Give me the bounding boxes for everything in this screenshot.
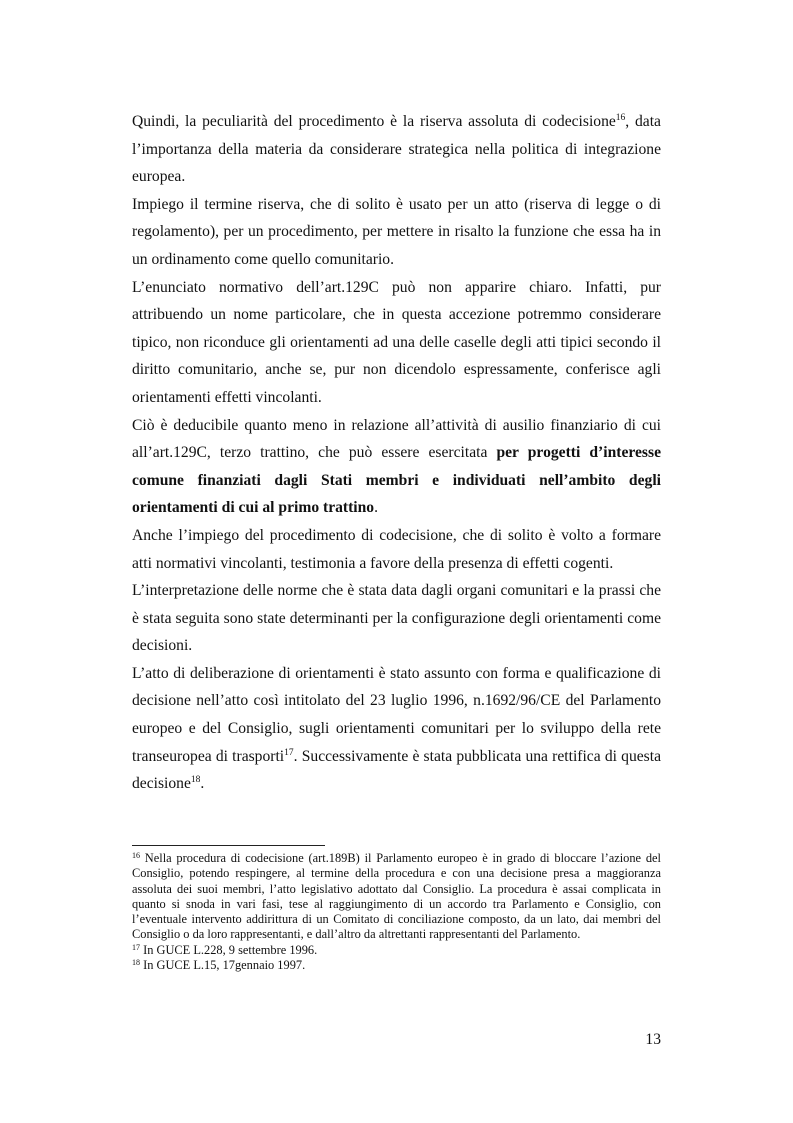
footnote-text: In GUCE L.228, 9 settembre 1996. — [140, 942, 318, 957]
text-run: . Successivamente è stata pubblicata una rettifica di questa decisione — [132, 747, 661, 793]
footnote — [132, 958, 661, 973]
paragraph — [132, 191, 661, 274]
paragraph — [132, 108, 661, 191]
page-number: 13 — [645, 1031, 661, 1048]
paragraph — [132, 522, 661, 577]
footnote — [132, 943, 661, 958]
footnote-separator — [132, 845, 325, 846]
paragraph — [132, 274, 661, 412]
footnote-text: Nella procedura di codecisione (art.189B) il Parlamento europeo è in grado di bloccare l’azione del Consiglio, potendo respingere, al termine della procedura e con una decisione presa a maggioranza assoluta dei suoi membri, l’atto legislativo adottato dal Consiglio. La procedura è assai complicata in quanto si snoda in vari fasi, tese al raggiungimento di un accordo tra Parlamento e Consiglio, con l’eventuale intervento addirittura di un Comitato di conciliazione composto, da un lato, dai membri del Consiglio o da loro rappresentanti, e dall’altro da altrettanti rappresentanti del Parlamento. — [132, 851, 661, 942]
text-run: , data l’importanza della materia da considerare strategica nella politica di integrazione europea. — [132, 113, 661, 186]
footnote — [132, 851, 661, 943]
text-run: Anche l’impiego del procedimento di codecisione, che di solito è volto a formare atti normativi vincolanti, testimonia a favore della presenza di effetti cogenti. — [132, 526, 661, 572]
bold-text: per progetti d’interesse comune finanziati dagli Stati membri e individuati nell’ambito degli orientamenti di cui al primo trattino — [132, 444, 661, 517]
text-run: L’interpretazione delle norme che è stata data dagli organi comunitari e la prassi che è stata seguita sono state determinanti per la configurazione degli orientamenti come decisioni. — [132, 582, 661, 655]
text-run: L’enunciato normativo dell’art.129C può non apparire chiaro. Infatti, pur attribuendo un nome particolare, che in questa accezione potremmo considerare tipico, non riconduce gli orientamenti ad una delle caselle degli atti tipici secondo il diritto comunitario, anche se, pur non dicendolo espressamente, conferisce agli orientamenti effetti vincolanti. — [132, 278, 661, 406]
text-run: L’atto di deliberazione di orientamenti è stato assunto con forma e qualificazione di decisione nell’atto così intitolato del 23 luglio 1996, n.1692/96/CE del Parlamento europeo e del Consiglio, sugli orientamenti comunitari per lo sviluppo della rete transeuropea di trasporti — [132, 664, 661, 765]
paragraph — [132, 660, 661, 798]
footnotes — [132, 851, 661, 973]
footnote-ref[interactable]: 17 — [284, 747, 294, 758]
body-text — [132, 108, 661, 798]
text-run: Ciò è deducibile quanto meno in relazione all’attività di ausilio finanziario di cui all’art.129C, terzo trattino, che può essere esercitata — [132, 416, 661, 462]
footnote-ref[interactable]: 18 — [190, 775, 201, 786]
paragraph — [132, 577, 661, 660]
footnote-number: 17 — [132, 942, 140, 952]
footnote-number: 18 — [132, 958, 140, 968]
text-run: . — [200, 775, 205, 793]
footnote-text: In GUCE L.15, 17gennaio 1997. — [140, 958, 306, 973]
footnote-number: 16 — [132, 851, 140, 860]
text-run: . — [374, 499, 379, 517]
footnote-ref[interactable]: 16 — [615, 113, 626, 123]
text-run: Impiego il termine riserva, che di solito è usato per un atto (riserva di legge o di regolamento), per un procedimento, per mettere in risalto la funzione che essa ha in un ordinamento come quello comunitario. — [132, 195, 661, 268]
text-run: Quindi, la peculiarità del procedimento è la riserva assoluta di codecisione — [132, 113, 616, 130]
paragraph — [132, 412, 661, 522]
